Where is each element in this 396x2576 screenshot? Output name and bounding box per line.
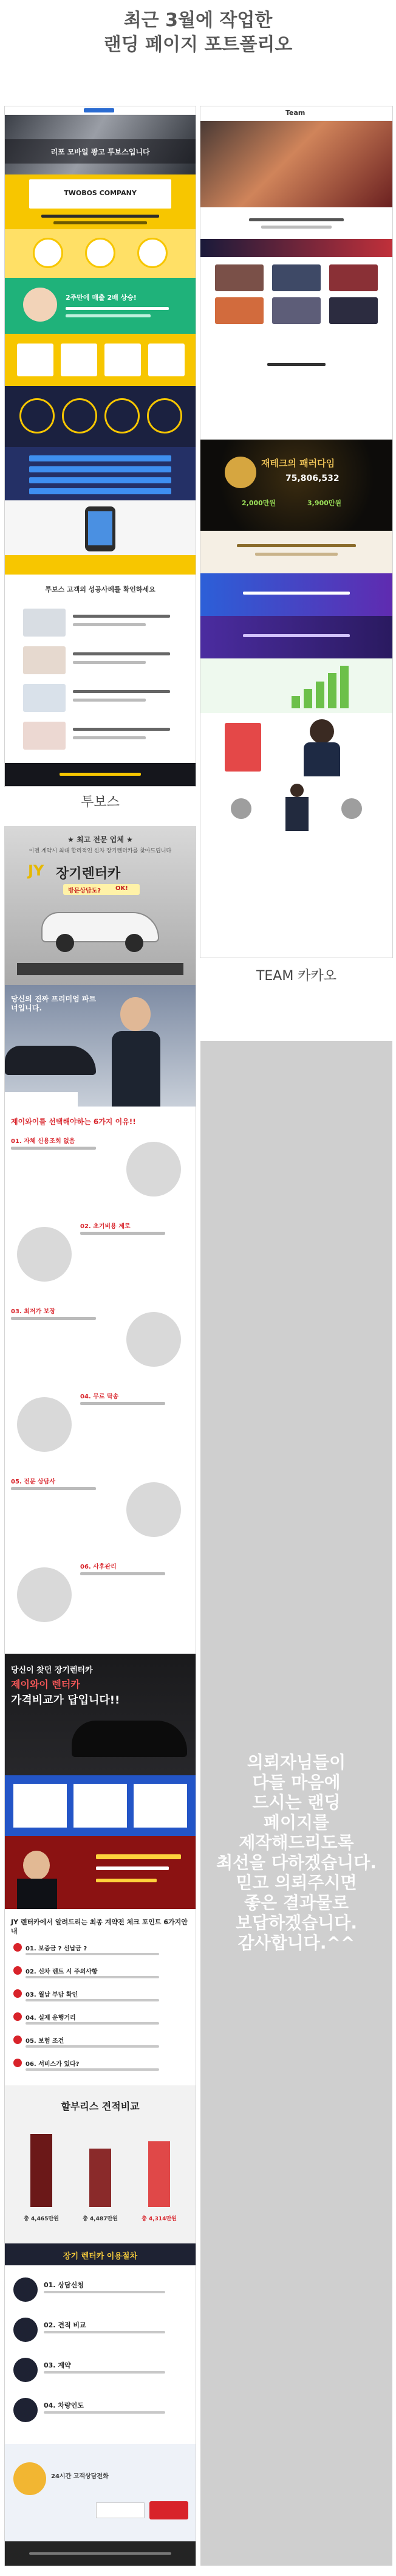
jy-reason-image — [17, 1567, 72, 1622]
twobos-landing-screenshot — [5, 106, 196, 786]
jy-checkpoint-bullet — [13, 2036, 22, 2044]
twobos-benefit-title: 2주만에 매출 2배 상승! — [66, 294, 137, 302]
team-kakao-caption: TEAM 카카오 — [256, 969, 337, 984]
jy-reason-label: 01. 자체 신용조회 없음 — [11, 1138, 75, 1145]
jy-step-icon — [13, 2318, 38, 2342]
kakao-nav — [200, 106, 392, 121]
twobos-cases-header — [5, 575, 196, 605]
jy-step-icon — [13, 2358, 38, 2382]
jy-reason-line — [11, 1487, 96, 1490]
jy-input[interactable] — [96, 2502, 145, 2518]
jy-approval-label: 방문상담도? — [68, 888, 101, 894]
jy-checkpoint-line — [26, 2045, 159, 2048]
jy-hotline-section — [5, 2444, 196, 2541]
jy-checkpoint-line — [26, 1953, 159, 1955]
team-kakao-landing-screenshot — [200, 106, 392, 958]
jy-process-section — [5, 2243, 196, 2444]
jy-consultant — [5, 985, 196, 1107]
twobos-stats-band — [5, 386, 196, 447]
jy-reason-image — [17, 1397, 72, 1452]
jy-step-line — [44, 2411, 165, 2414]
kakao-banner-title: 재테크의 패러다임 — [261, 458, 335, 469]
twobos-process-band — [5, 334, 196, 386]
jy-hero — [5, 827, 196, 985]
jy-reason-label: 04. 무료 탁송 — [80, 1393, 119, 1400]
jy-checkpoint-label: 01. 보증금 ? 선납금 ? — [26, 1946, 87, 1952]
jy-footer — [5, 2541, 196, 2566]
jy-top-notice: ★ 최고 전문 업체 ★ — [67, 835, 133, 844]
jy-reason-line — [80, 1402, 165, 1405]
twobos-footer — [5, 763, 196, 786]
jy-checkpoint-label: 04. 실제 운행거리 — [26, 2015, 76, 2022]
jy-top-sub: 이젠 계약시 최대 합리적인 신차 장기렌터카를 찾아드립니다 — [29, 848, 172, 854]
jy-reason-line — [80, 1572, 165, 1575]
jy-checkpoint-line — [26, 1976, 159, 1978]
jy-approval-ok: OK! — [115, 885, 128, 892]
closing-message: 의뢰자님들이 다들 마음에 드시는 랜딩 페이지를 제작해드리도록 최선을 다하겠습니다. 믿고 의뢰주시면 좋은 결과물로 보답하겠습니다. 감사합니다.^^ — [216, 1752, 377, 1953]
jy-installment-title: 할부리스 견적비교 — [61, 2101, 140, 2112]
jy-compare-section — [5, 1654, 196, 1836]
twobos-nav — [5, 106, 196, 115]
jy-checkpoint-bullet — [13, 2012, 22, 2021]
kakao-hero — [200, 121, 392, 207]
jy-checkpoint-line — [26, 2068, 159, 2071]
heading-line-2: 랜딩 페이지 포트폴리오 — [103, 34, 293, 55]
jy-reason-image — [126, 1312, 181, 1367]
jy-step-label: 03. 계약 — [44, 2361, 71, 2369]
jy-reason-label: 06. 사후관리 — [80, 1564, 117, 1570]
jy-checkpoint-line — [26, 1999, 159, 2001]
jy-reasons-title: 제이와이를 선택해야하는 6가지 이유!! — [11, 1117, 136, 1126]
jy-checkpoint-label: 06. 서비스가 있다? — [26, 2061, 80, 2068]
jy-reason-line — [80, 1232, 165, 1235]
jy-brand-prefix: JY — [28, 862, 44, 879]
jy-checkpoint-bullet — [13, 2059, 22, 2067]
jy-checkpoint-line — [26, 2022, 159, 2025]
kakao-grid — [200, 257, 392, 330]
twobos-phone-band — [5, 500, 196, 555]
jy-step-line — [44, 2331, 165, 2333]
jy-reason-line — [11, 1147, 96, 1150]
jy-reason-image — [17, 1227, 72, 1282]
jy-process-title: 장기 렌터카 이용절차 — [63, 2252, 138, 2261]
jy-checkpoint-section — [5, 1909, 196, 2085]
kakao-banner — [200, 440, 392, 531]
portfolio-heading — [0, 9, 396, 57]
twobos-company-name: TWOBOS COMPANY — [64, 189, 137, 197]
jy-step-label: 01. 상담신청 — [44, 2281, 84, 2289]
jy-step-icon — [13, 2277, 38, 2302]
kakao-consultant — [200, 713, 392, 780]
jy-hotline-label: 24시간 고객상담전화 — [51, 2473, 109, 2480]
kakao-band-1 — [200, 531, 392, 573]
jy-consult-title: 당신의 진짜 프리미엄 파트너입니다. — [11, 995, 97, 1012]
twobos-logo — [84, 108, 114, 112]
twobos-case-list — [5, 605, 196, 763]
jy-step-line — [44, 2291, 165, 2293]
twobos-cta-stripe — [5, 555, 196, 575]
twobos-benefit-band — [5, 278, 196, 334]
jy-compare-line-3: 가격비교가 답입니다!! — [11, 1694, 120, 1707]
jy-rentcar-landing-screenshot — [5, 827, 196, 2566]
jy-checkpoint-bullet — [13, 1943, 22, 1952]
jy-reason-label: 05. 전문 상담사 — [11, 1479, 55, 1485]
jy-price-c: 총 4,314만원 — [142, 2216, 177, 2222]
jy-installment-section — [5, 2085, 196, 2243]
jy-step-label: 04. 차량인도 — [44, 2402, 84, 2409]
jy-step-icon — [13, 2398, 38, 2422]
jy-reason-image — [126, 1482, 181, 1537]
jy-checkpoint-title: JY 렌터카에서 알려드리는 최종 계약전 체크 포인트 6가지안내 — [11, 1918, 188, 1935]
twobos-cases-title: 투보스 고객의 성공사례를 확인하세요 — [45, 585, 155, 593]
jy-checkpoint-bullet — [13, 1966, 22, 1975]
kakao-footer — [200, 330, 392, 380]
jy-step-label: 02. 견적 비교 — [44, 2321, 86, 2329]
jy-checkpoint-bullet — [13, 1989, 22, 1998]
kakao-brand: Team — [285, 109, 306, 117]
twobos-hero-title: 리포 모바일 광고 투보스입니다 — [50, 148, 150, 156]
jy-checkpoint-label: 02. 신차 렌트 시 주의사항 — [26, 1969, 98, 1975]
kakao-banner-number: 75,806,532 — [285, 474, 340, 483]
kakao-intro — [200, 207, 392, 239]
jy-reasons-section — [5, 1107, 196, 1654]
kakao-strip — [200, 239, 392, 257]
jy-compare-line-1: 당신이 찾던 장기렌터카 — [11, 1666, 93, 1675]
jy-reason-label: 03. 최저가 보장 — [11, 1308, 55, 1315]
jy-price-a: 총 4,465만원 — [24, 2216, 59, 2222]
jy-price-b: 총 4,487만원 — [83, 2216, 118, 2222]
jy-reason-line — [11, 1317, 96, 1320]
twobos-hero — [5, 115, 196, 174]
kakao-contact — [200, 780, 392, 835]
kakao-banner-stat-1: 2,000만원 — [242, 499, 276, 507]
jy-checkpoint-label: 05. 보험 조건 — [26, 2038, 64, 2045]
kakao-banner-stat-2: 3,900만원 — [307, 499, 342, 507]
twobos-company-band — [5, 174, 196, 229]
twobos-features — [5, 229, 196, 278]
kakao-band-2 — [200, 573, 392, 616]
jy-promo — [5, 1836, 196, 1909]
jy-compare-line-2: 제이와이 렌터카 — [11, 1679, 80, 1690]
jy-brand-title: 장기렌터카 — [56, 866, 121, 882]
kakao-growth-chart — [200, 658, 392, 713]
jy-submit-button[interactable] — [149, 2501, 188, 2519]
kakao-band-3 — [200, 616, 392, 658]
heading-line-1: 최근 3월에 작업한 — [123, 10, 273, 31]
jy-checkpoint-label: 03. 월납 부담 확인 — [26, 1992, 78, 1998]
twobos-bars-band — [5, 447, 196, 500]
closing-message-panel — [200, 1041, 392, 2566]
twobos-caption: 투보스 — [81, 795, 120, 810]
jy-step-line — [44, 2371, 165, 2374]
jy-reason-label: 02. 초기비용 제로 — [80, 1223, 131, 1230]
jy-reason-image — [126, 1142, 181, 1196]
